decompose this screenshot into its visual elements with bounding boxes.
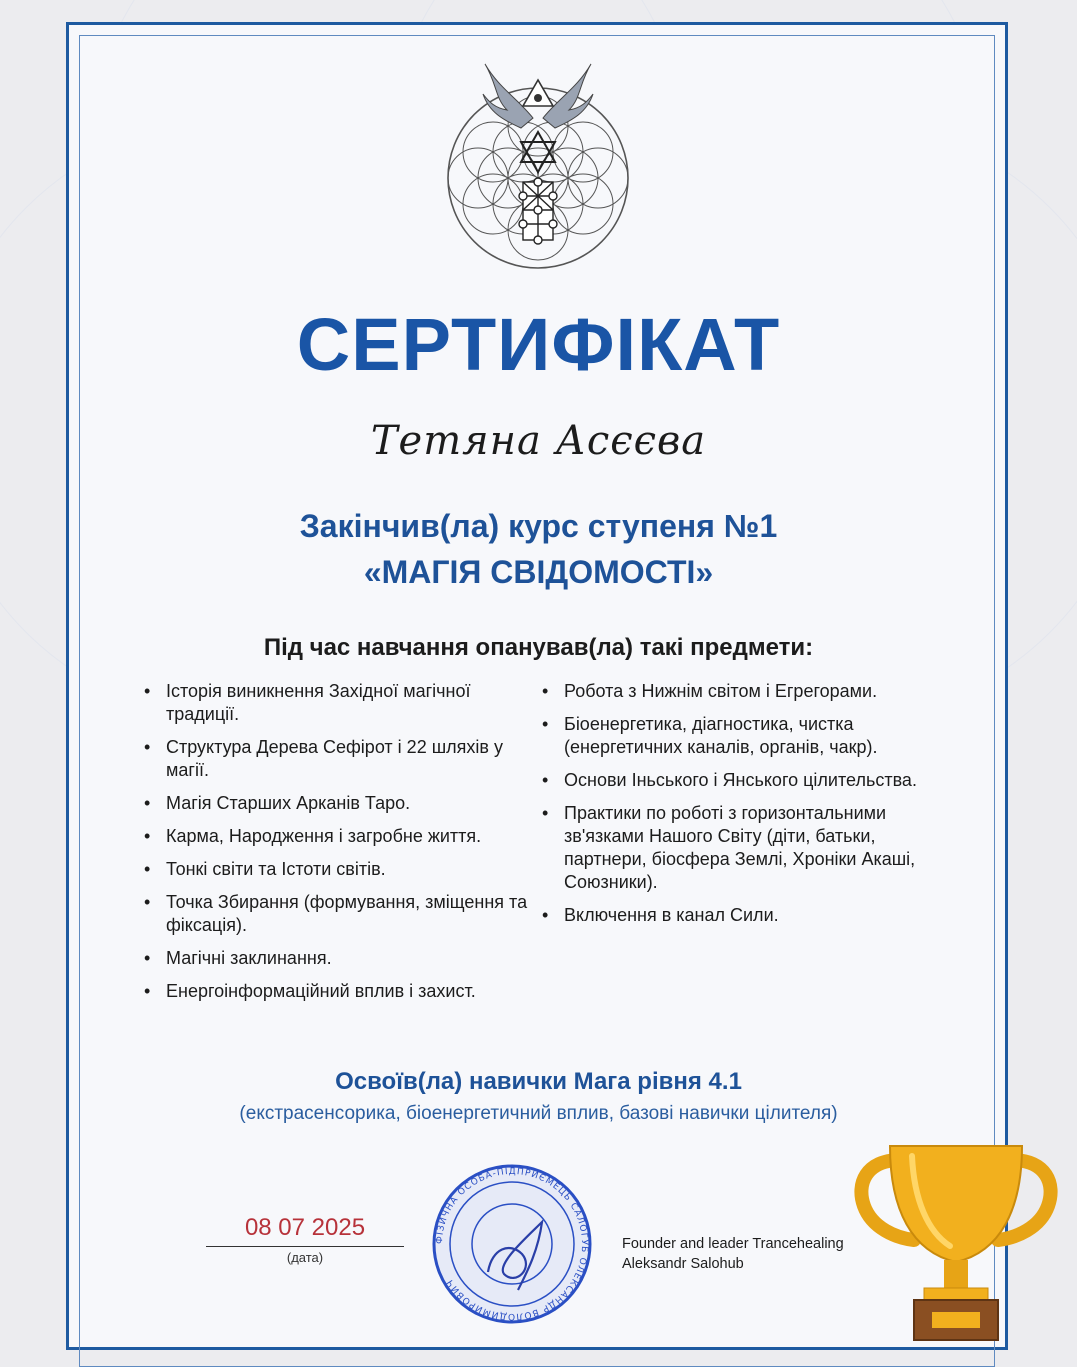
official-stamp-icon xyxy=(430,1162,594,1326)
date-underline xyxy=(206,1246,404,1247)
list-item: • Біоенергетика, діагностика, чистка (енергетичних каналів, органів, чакр). xyxy=(542,713,942,759)
subjects-list-left xyxy=(144,680,529,1013)
course-name: «МАГІЯ СВІДОМОСТІ» xyxy=(363,554,714,590)
founder-title: Founder and leader Trancehealing xyxy=(622,1236,844,1252)
date-label: (дата) xyxy=(286,1250,324,1265)
list-item: • Включення в канал Сили. xyxy=(542,904,942,927)
subjects-heading: Під час навчання опанував(ла) такі предмети: xyxy=(263,634,814,661)
skills-subtitle: (екстрасенсорика, біоенергетичний вплив, базові навички цілителя) xyxy=(239,1103,838,1124)
list-item: • Магія Старших Арканів Таро. xyxy=(144,792,529,815)
list-item: • Структура Дерева Сефірот і 22 шляхів у магії. xyxy=(144,736,529,782)
stamp-text: ФІЗИЧНА ОСОБА-ПІДПРИЄМЕЦЬ САЛОГУБ ОЛЕКСАНДР ВОЛОДИМИРОВИЧ xyxy=(434,1166,590,1322)
subjects-list-right xyxy=(542,680,942,937)
founder-signature-block xyxy=(622,1234,844,1274)
founder-name: Aleksandr Salohub xyxy=(622,1256,744,1272)
list-item: • Магічні заклинання. xyxy=(144,947,529,970)
list-item: • Карма, Народження і загробне життя. xyxy=(144,825,529,848)
issue-date: 08 07 2025 xyxy=(244,1214,366,1241)
trophy-icon xyxy=(852,1140,1060,1345)
recipient-name: Тетяна Асєєва xyxy=(370,418,707,464)
list-item: • Енергоінформаційний вплив і захист. xyxy=(144,980,529,1003)
sacred-geometry-emblem-icon xyxy=(437,58,639,270)
list-item: • Робота з Нижнім світом і Егрегорами. xyxy=(542,680,942,703)
list-item: • Точка Збирання (формування, зміщення та фіксація). xyxy=(144,891,529,937)
list-item: • Практики по роботі з горизонтальними зв'язками Нашого Світу (діти, батьки, партнери, біосфера Землі, Хроніки Акаші, Союзники). xyxy=(542,802,942,894)
skills-title: Освоїв(ла) навички Мага рівня 4.1 xyxy=(335,1068,742,1095)
list-item: • Основи Іньського і Янського цілительства. xyxy=(542,769,942,792)
certificate-title: СЕРТИФІКАТ xyxy=(296,303,781,386)
list-item: • Історія виникнення Західної магічної традиції. xyxy=(144,680,529,726)
course-completion-line: Закінчив(ла) курс ступеня №1 xyxy=(299,508,778,544)
list-item: • Тонкі світи та Істоти світів. xyxy=(144,858,529,881)
